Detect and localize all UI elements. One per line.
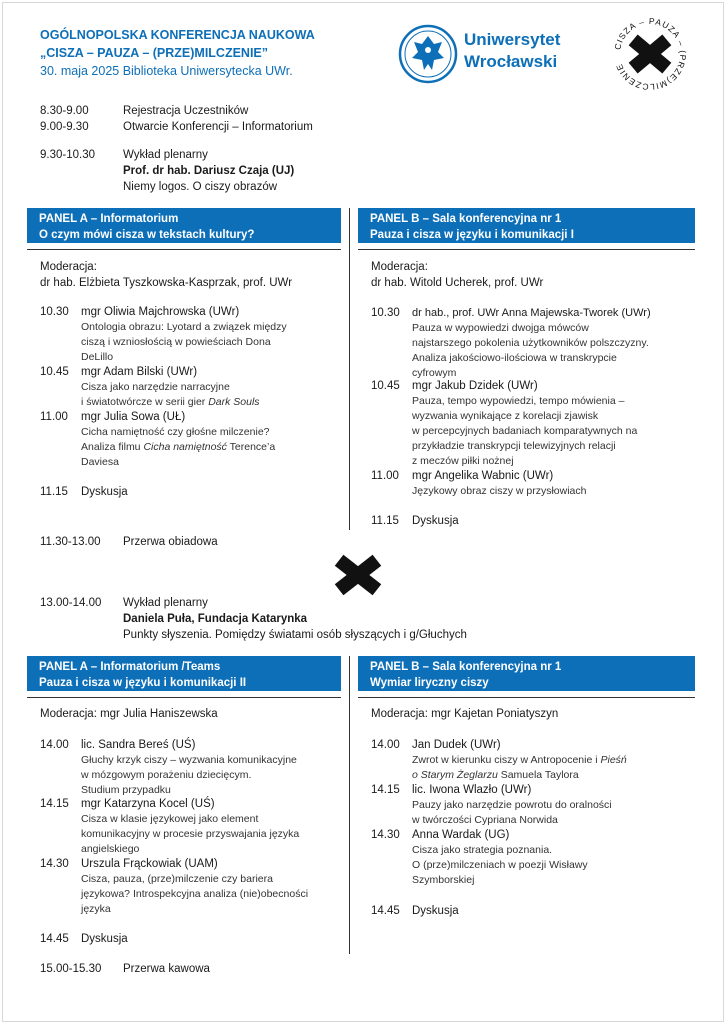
discussion-label: Dyskusja	[81, 933, 128, 945]
discussion-time: 11.15	[371, 515, 399, 527]
panel-a2-banner	[27, 656, 341, 691]
moderation: Moderacja: mgr Julia Haniszewska	[40, 708, 218, 720]
talk-time: 14.00	[371, 739, 400, 751]
coffee-time: 15.00-15.30	[40, 963, 102, 975]
talk-speaker: mgr Katarzyna Kocel (UŚ)	[81, 798, 215, 810]
panel-b2-topic: Wymiar liryczny ciszy	[370, 677, 489, 689]
schedule-item: Otwarcie Konferencji – Informatorium	[123, 121, 313, 133]
plenary2-speaker: Daniela Puła, Fundacja Katarynka	[123, 613, 308, 625]
coffee-label: Przerwa kawowa	[123, 963, 210, 975]
panel-b2-banner	[358, 656, 695, 691]
talk-description: Pauzy jako narzędzie powrotu do oralności w twórczości Cypriana Norwida	[412, 799, 612, 826]
discussion-label: Dyskusja	[412, 515, 459, 527]
divider	[27, 249, 341, 250]
plenary2-topic: Punkty słyszenia. Pomiędzy światami osób słyszących i g/Głuchych	[123, 629, 467, 641]
talk-description: Głuchy krzyk ciszy – wyzwania komunikacyjne w mózgowym porażeniu dziecięcym. Studium przypadku	[81, 754, 297, 796]
talk-time: 10.45	[371, 380, 400, 392]
moderation-label: Moderacja:	[40, 261, 97, 273]
talk-time: 14.15	[371, 784, 400, 796]
schedule-item: Rejestracja Uczestników	[123, 105, 249, 117]
badge-text: CISZA – PAUZA – (PRZE)MILCZENIE	[612, 15, 689, 93]
panel-a2-name: PANEL A – Informatorium /Teams	[39, 661, 221, 673]
talk-description: Cisza jako strategia poznania. O (prze)milczeniach w poezji Wisławy Szymborskiej	[412, 844, 588, 886]
talk-speaker: mgr Julia Sowa (UŁ)	[81, 411, 186, 423]
plenary2-time: 13.00-14.00	[40, 597, 102, 609]
talk-speaker: lic. Iwona Wlazło (UWr)	[412, 784, 532, 796]
divider	[358, 697, 695, 698]
talk-speaker: Jan Dudek (UWr)	[412, 739, 501, 751]
talk-time: 10.30	[40, 306, 69, 318]
conference-subtitle: „CISZA – PAUZA – (PRZE)MILCZENIE”	[40, 46, 269, 60]
talk-speaker: mgr Oliwia Majchrowska (UWr)	[81, 306, 240, 318]
talk-time: 14.00	[40, 739, 69, 751]
discussion-time: 11.15	[40, 486, 68, 498]
lunch-label: Przerwa obiadowa	[123, 536, 218, 548]
talk-description: Językowy obraz ciszy w przysłowiach	[412, 485, 587, 497]
moderation-names: dr hab. Witold Ucherek, prof. UWr	[371, 277, 544, 289]
conference-badge	[610, 14, 690, 94]
talk-description: Pauza w wypowiedzi dwojga mówców najstarszego pokolenia użytkowników polszczyzny. Analiza jakościowo-ilościowa w transkrypcie cyfrowym	[412, 322, 649, 379]
discussion-time: 14.45	[40, 933, 69, 945]
talk-speaker: mgr Adam Bilski (UWr)	[81, 366, 198, 378]
talk-time: 14.15	[40, 798, 69, 810]
university-name-line2: Wrocławski	[464, 52, 558, 71]
talk-speaker: mgr Angelika Wabnic (UWr)	[412, 470, 554, 482]
talk-time: 10.45	[40, 366, 69, 378]
talk-time: 14.30	[40, 858, 69, 870]
talk-time: 10.30	[371, 307, 400, 319]
discussion-label: Dyskusja	[412, 905, 459, 917]
talk-time: 14.30	[371, 829, 400, 841]
university-name-line1: Uniwersytet	[464, 30, 561, 49]
panel-b1-topic: Pauza i cisza w języku i komunikacji I	[370, 229, 574, 241]
moderation-names: dr hab. Elżbieta Tyszkowska-Kasprzak, prof. UWr	[40, 277, 293, 289]
schedule-time: 9.00-9.30	[40, 121, 89, 133]
talk-time: 11.00	[371, 470, 399, 482]
talk-speaker: lic. Sandra Bereś (UŚ)	[81, 739, 196, 751]
panel-b2-name: PANEL B – Sala konferencyjna nr 1	[370, 661, 562, 673]
talk-description: Zwrot w kierunku ciszy w Antropocenie i Pieśń o Starym Żeglarzu Samuela Taylora	[412, 754, 627, 781]
talk-speaker: mgr Jakub Dzidek (UWr)	[412, 380, 538, 392]
plenary1-speaker: Prof. dr hab. Dariusz Czaja (UJ)	[123, 165, 295, 177]
talk-speaker: Anna Wardak (UG)	[412, 829, 510, 841]
moderation: Moderacja: mgr Kajetan Poniatyszyn	[371, 708, 559, 720]
moderation-label: Moderacja:	[371, 261, 428, 273]
panel-a1-banner	[27, 208, 341, 243]
plenary1-time: 9.30-10.30	[40, 149, 95, 161]
talk-description: Ontologia obrazu: Lyotard a związek między ciszą i wzniosłością w powieściach Dona DeLillo	[81, 321, 287, 363]
panel-a2-topic: Pauza i cisza w języku i komunikacji II	[39, 677, 247, 689]
conference-title: OGÓLNOPOLSKA KONFERENCJA NAUKOWA	[40, 28, 315, 42]
university-emblem-icon	[398, 24, 458, 89]
schedule-time: 8.30-9.00	[40, 105, 89, 117]
talk-description: Cicha namiętność czy głośne milczenie? Analiza filmu Cicha namiętność Terence’a Daviesa	[81, 426, 276, 468]
conference-date: 30. maja 2025 Biblioteka Uniwersytecka UWr.	[40, 64, 293, 78]
discussion-label: Dyskusja	[81, 486, 128, 498]
plenary2-title: Wykład plenarny	[123, 597, 208, 609]
talk-speaker: dr hab., prof. UWr Anna Majewska-Tworek (UWr)	[412, 307, 651, 319]
column-divider	[349, 208, 350, 530]
column-divider	[349, 656, 350, 954]
lunch-time: 11.30-13.00	[40, 536, 101, 548]
panel-b1-name: PANEL B – Sala konferencyjna nr 1	[370, 213, 562, 225]
panel-b1-banner	[358, 208, 695, 243]
talk-description: Cisza w klasie językowej jako element komunikacyjny w procesie przyswajania języka angielskiego	[81, 813, 300, 855]
divider	[27, 697, 341, 698]
plenary1-title: Wykład plenarny	[123, 149, 208, 161]
plenary1-topic: Niemy logos. O ciszy obrazów	[123, 181, 278, 193]
talk-description: Cisza, pauza, (prze)milczenie czy bariera językowa? Introspekcyjna analiza (nie)obecności języka	[81, 873, 309, 915]
talk-description: Pauza, tempo wypowiedzi, tempo mówienia – wyzwania wynikające z korelacji zjawisk w percepcyjnych badaniach komparatywnych na przykładzie transkrypcji telewizyjnych relacji z meczów piłki nożnej	[412, 395, 638, 467]
talk-description: Cisza jako narzędzie narracyjne i światotwórcze w serii gier Dark Souls	[81, 381, 260, 408]
cross-mark-icon	[333, 553, 383, 602]
discussion-time: 14.45	[371, 905, 400, 917]
panel-a1-topic: O czym mówi cisza w tekstach kultury?	[39, 229, 255, 241]
panel-a1-name: PANEL A – Informatorium	[39, 213, 179, 225]
talk-time: 11.00	[40, 411, 68, 423]
talk-speaker: Urszula Frąckowiak (UAM)	[81, 858, 218, 870]
divider	[358, 249, 695, 250]
